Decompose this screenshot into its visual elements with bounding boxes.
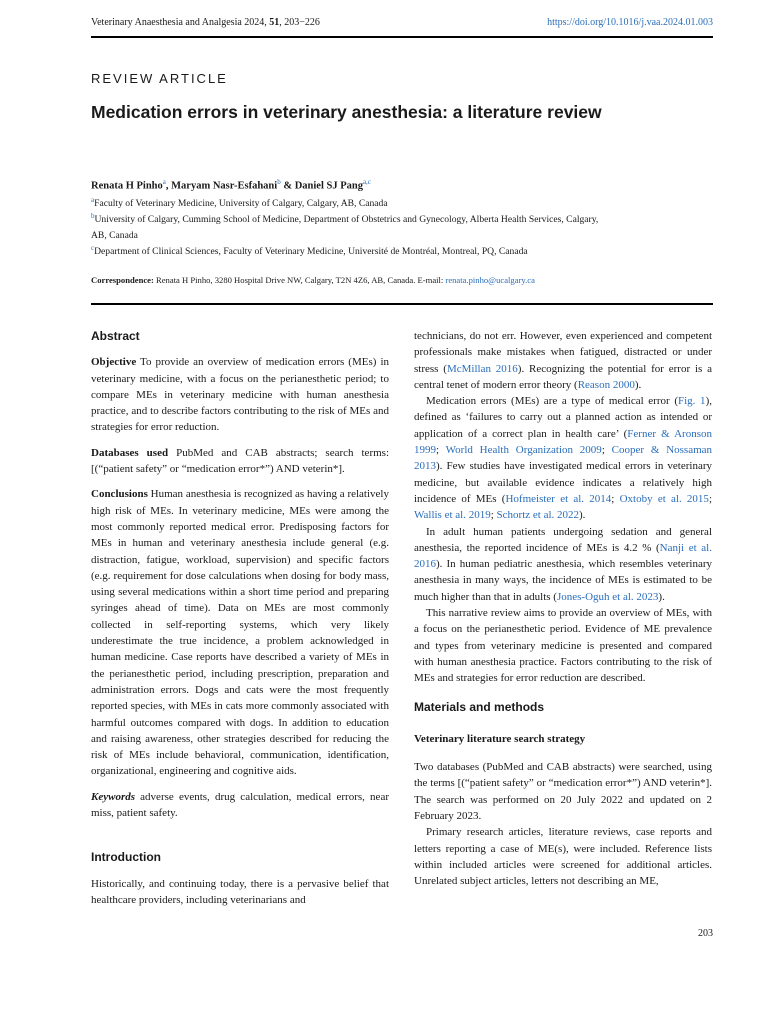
page-number: 203	[698, 928, 713, 939]
journal-citation	[91, 17, 320, 28]
citation-link[interactable]: Oxtoby et al. 2015	[619, 492, 709, 505]
affiliation: $^a$Faculty of Veterinary Medicine, University of Calgary, Calgary, AB, Canada	[91, 196, 388, 210]
citation-link[interactable]: Cooper & Nossaman 2013	[414, 444, 713, 473]
article-type: REVIEW ARTICLE	[91, 71, 228, 86]
methods-heading: Materials and methods	[414, 699, 545, 714]
citation-link[interactable]: World Health Organization 2009	[445, 444, 602, 457]
author-affil-mark[interactable]: b	[277, 178, 281, 186]
author-list: Renata H Pinho$^a$, Maryam Nasr-Esfahani$^b$ & Daniel SJ Pang$^{a,c}$	[91, 178, 371, 192]
body-paragraph: In adult human patients undergoing sedation and general anesthesia, the reported incidence of MEs is 4.2 % (Nanji et al. 2016). In human pediatric anesthesia, which resembles veterinary anesthesia in many ways, the incidence of MEs is estimated to be much higher than that in adults (Jones-Oguh et al. 2023).	[414, 525, 712, 603]
body-paragraph: Medication errors (MEs) are a type of medical error (Fig. 1), defined as ‘failures to carry out a planned action as intended or application of a correct plan in health care’ (Ferner & Aronson 1999; World Health Organization 2009; Cooper & Nossaman 2013). Few studies have investigated medical errors in veterinary medicine, but available evidence indicates a relatively high incidence of MEs (Hofmeister et al. 2014; Oxtoby et al. 2015; Wallis et al. 2019; Schortz et al. 2022).	[414, 395, 713, 522]
author-name: Maryam Nasr-Esfahani	[171, 180, 278, 192]
subsection-heading: Veterinary literature search strategy	[414, 732, 586, 745]
journal-volume: 51	[269, 17, 280, 28]
abstract-conclusions: Conclusions Human anesthesia is recognized as having a relatively high risk of MEs. In veterinary medicine, MEs were among the most commonly reported medical error. Predisposing factors for MEs in human and veterinary anesthesia include general (e.g. distraction, fatigue, workload, supervision) and specific factors (e.g. requirement for dose calculations when dosing for body mass, using several medications within a short time period and preparing syringes ahead of time). Data on MEs are most commonly collected in self-reporting systems, which very likely underestimate the true incidence, a problem acknowledged in human medicine. Case reports have described a variety of MEs in the perianesthetic period, including prescription, preparation and administration errors. Dogs and cats were the most frequently reported species, with MEs in cats more commonly associated with harmful outcomes compared with dogs. In addition to education and raising awareness, other strategies described for reducing the risk of MEs include behavioral, communication, identification, organizational, engineering and cognitive aids.	[91, 488, 389, 778]
left-column	[91, 328, 389, 908]
citation-link[interactable]: Wallis et al. 2019	[414, 509, 491, 522]
citation-link[interactable]: Ferner & Aronson 1999	[414, 427, 713, 457]
author-name: Renata H Pinho	[91, 180, 163, 192]
citation-link[interactable]: McMillan 2016	[446, 362, 518, 375]
abstract-objective: Objective To provide an overview of medication errors (MEs) in veterinary medicine, with a focus on the perianesthetic period; to compare MEs in veterinary medicine with human anesthesia practice, and to describe factors contributing to the risk of MEs and strategies for error reduction.	[91, 356, 389, 434]
right-column	[414, 328, 712, 890]
section-rule	[91, 303, 713, 305]
affiliation: $^b$University of Calgary, Cumming School of Medicine, Department of Obstetrics and Gynecology, Alberta Health Services, Calgary, AB, Canada	[91, 212, 599, 241]
citation-link[interactable]: Jones-Oguh et al. 2023	[556, 590, 659, 603]
figure-link[interactable]: Fig. 1	[677, 395, 706, 408]
keywords: Keywords adverse events, drug calculation, medical errors, near miss, patient safety.	[91, 790, 389, 820]
abstract-databases: Databases used PubMed and CAB abstracts; search terms: [(“patient safety” or “medication error*”) AND veterin*].	[91, 446, 389, 476]
doi-link[interactable]: https://doi.org/10.1016/j.vaa.2024.01.003	[547, 17, 713, 28]
body-paragraph: Primary research articles, literature reviews, case reports and letters reporting a case of ME(s), were included. Reference lists within included articles were screened for additional articles. Unrelated subject articles, letters not describing an ME,	[414, 826, 712, 888]
email-link[interactable]: renata.pinho@ucalgary.ca	[445, 275, 535, 285]
introduction-paragraph: Historically, and continuing today, there is a pervasive belief that healthcare providers, including veterinarians and	[91, 877, 389, 906]
citation-link[interactable]: Reason 2000	[577, 378, 635, 391]
author-affil-mark[interactable]: a,c	[362, 178, 371, 186]
header-rule	[91, 36, 713, 38]
author-affil-mark[interactable]: a	[162, 178, 166, 186]
affiliation: $^c$Department of Clinical Sciences, Faculty of Veterinary Medicine, Université de Montréal, Montreal, PQ, Canada	[91, 244, 528, 258]
body-paragraph: Two databases (PubMed and CAB abstracts) were searched, using the terms [(“patient safety” or “medication error*”) AND veterin*]. The search was performed on 20 July 2022 and updated on 2 February 2023.	[414, 761, 712, 823]
body-paragraph: technicians, do not err. However, even experienced and competent professionals make mistakes when fatigued, distracted or under stress (McMillan 2016). Recognizing the potential for error is a central tenet of modern error theory (Reason 2000).	[414, 330, 713, 391]
journal-pages: , 203−226	[279, 17, 320, 28]
body-paragraph: This narrative review aims to provide an overview of MEs, with a focus on the perianesthetic period. Evidence of ME prevalence and types from veterinary medicine is presented and compared with human anesthesia practice. Factors contributing to the risk of MEs and strategies for error reduction are described.	[414, 607, 712, 685]
article-title: Medication errors in veterinary anesthesia: a literature review	[91, 102, 602, 122]
correspondence: Correspondence: Renata H Pinho, 3280 Hospital Drive NW, Calgary, T2N 4Z6, AB, Canada. E-mail: renata.pinho@ucalgary.ca	[91, 275, 535, 285]
citation-link[interactable]: Hofmeister et al. 2014	[505, 492, 612, 505]
author-name: Daniel SJ Pang	[294, 180, 363, 192]
abstract-heading: Abstract	[91, 329, 140, 343]
citation-link[interactable]: Schortz et al. 2022	[496, 509, 580, 522]
citation-link[interactable]: Nanji et al. 2016	[414, 541, 712, 571]
introduction-heading: Introduction	[91, 850, 161, 865]
journal-name: Veterinary Anaesthesia and Analgesia 2024,	[91, 17, 270, 28]
